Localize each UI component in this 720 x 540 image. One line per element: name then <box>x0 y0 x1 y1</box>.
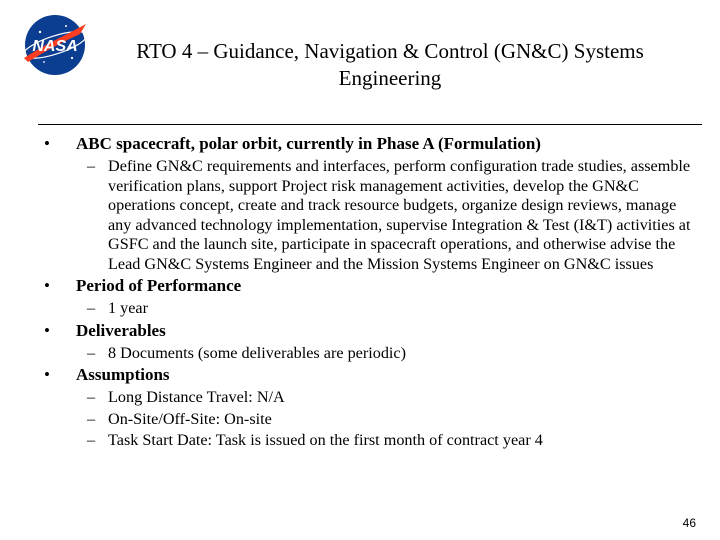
nasa-meatball-icon <box>20 10 90 80</box>
sub-item-documents <box>0 344 720 364</box>
page-number: 46 <box>682 516 696 530</box>
sub-item-site <box>0 410 720 430</box>
bullet-text: Deliverables <box>76 320 166 340</box>
bullet-text: Assumptions <box>76 365 170 384</box>
title-divider <box>38 124 702 125</box>
nasa-logo-text: NASA <box>32 38 78 55</box>
bullet-text: ABC spacecraft, polar orbit, currently in Phase A (Formulation) <box>76 134 541 153</box>
sub-item-text: 8 Documents (some deliverables are periodic) <box>108 343 407 362</box>
dash-marker: – <box>87 431 96 449</box>
sub-item-text: Task Start Date: Task is issued on the first month of contract year 4 <box>108 431 543 449</box>
slide-title-line-2: Engineering <box>338 66 442 90</box>
bullet-marker: • <box>44 134 50 153</box>
dash-marker: – <box>87 157 96 175</box>
dash-marker: – <box>87 299 96 317</box>
bullet-assumptions <box>0 363 720 386</box>
dash-marker: – <box>87 409 96 428</box>
slide-title-line-1: RTO 4 – Guidance, Navigation & Control (GN&C) Systems <box>136 39 644 63</box>
sub-item-text: Long Distance Travel: N/A <box>108 388 285 406</box>
bullet-marker: • <box>44 365 50 384</box>
sub-item-text: On-Site/Off-Site: On-site <box>108 409 272 428</box>
bullet-deliverables <box>0 319 720 342</box>
nasa-logo <box>20 10 90 80</box>
sub-item-start-date <box>0 431 720 451</box>
slide-body <box>0 132 720 451</box>
bullet-period-of-performance <box>0 274 720 297</box>
sub-item-text: Define GN&C requirements and interfaces, perform configuration trade studies, assemble verification plans, support Project risk management activities, develop the GN&C operations concept, create and track resource budgets, organize design reviews, manage any advanced technology implementation, supervise Integration & Test (I&T) activities at GSFC and the launch site, participate in spacecraft operations, and otherwise advise the Lead GN&C Systems Engineer and the Mission Systems Engineer on GN&C issues <box>108 157 691 273</box>
sub-item-travel <box>0 388 720 408</box>
bullet-marker: • <box>44 320 50 340</box>
sub-item-scope <box>0 157 720 274</box>
sub-item-duration <box>0 299 720 319</box>
bullet-spacecraft <box>0 132 720 155</box>
bullet-marker: • <box>44 276 50 295</box>
slide-title <box>90 38 690 92</box>
bullet-text: Period of Performance <box>76 276 242 295</box>
dash-marker: – <box>87 388 96 406</box>
sub-item-text: 1 year <box>108 299 148 317</box>
dash-marker: – <box>87 343 96 362</box>
